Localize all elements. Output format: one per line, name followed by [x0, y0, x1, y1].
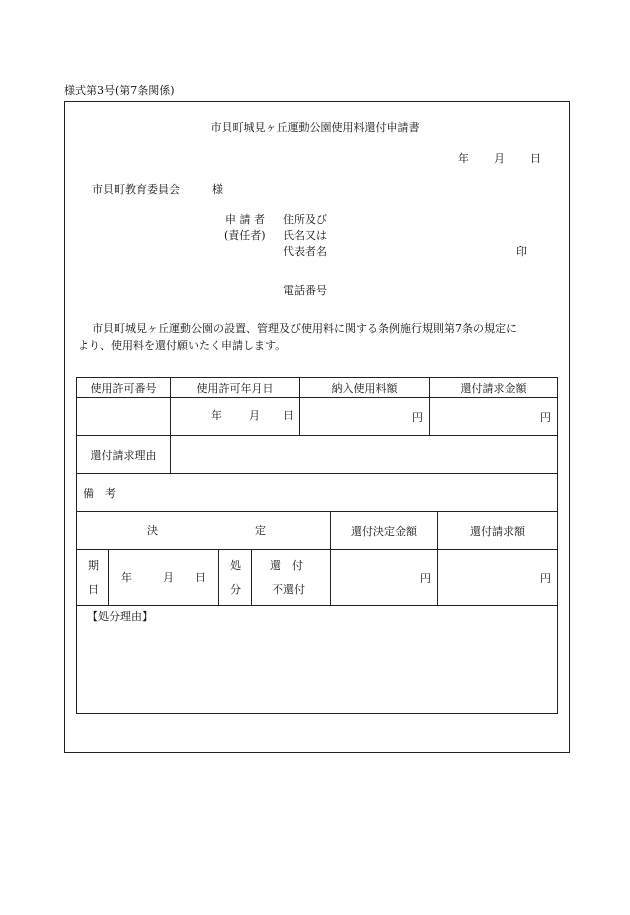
date-day: 日	[530, 152, 541, 165]
decision-date-cell[interactable]	[109, 550, 219, 606]
permit-month: 月	[249, 409, 260, 422]
decision-header	[77, 512, 331, 550]
decision-label-left: 決	[147, 524, 158, 537]
form-number-label: 様式第3号(第7条関係)	[64, 84, 175, 97]
paid-fee-cell[interactable]: 円	[300, 398, 430, 436]
header-decision-amount: 還付決定金額	[331, 512, 438, 550]
seal-mark: 印	[516, 245, 527, 258]
permit-day: 日	[283, 409, 294, 422]
disposition-label-cell	[219, 550, 252, 606]
period-top: 期	[88, 559, 99, 572]
permit-number-cell[interactable]	[77, 398, 171, 436]
address-label: 住所及び	[283, 213, 327, 226]
period-bottom: 日	[88, 583, 99, 596]
no-refund-option: 不還付	[272, 583, 305, 596]
applicant-label: 申 請 者	[225, 213, 265, 226]
permit-year: 年	[211, 409, 222, 422]
permit-table	[76, 377, 558, 512]
disposal-reason-label: 【処分理由】	[87, 610, 153, 623]
name-label: 氏名又は	[283, 229, 327, 242]
request-amount-cell[interactable]: 円	[438, 550, 558, 606]
responsible-label: (責任者)	[224, 229, 266, 242]
decision-table	[76, 511, 558, 714]
representative-label: 代表者名	[283, 245, 327, 258]
permit-date-cell[interactable]	[171, 398, 300, 436]
disposition-top: 処	[230, 559, 241, 572]
decision-amount-cell[interactable]: 円	[331, 550, 438, 606]
refund-request-cell[interactable]: 円	[430, 398, 558, 436]
period-label-cell	[77, 550, 109, 606]
header-request-amount: 還付請求額	[438, 512, 558, 550]
disposal-reason-cell[interactable]	[77, 606, 558, 714]
decision-day: 日	[195, 571, 206, 584]
remarks-cell[interactable]	[77, 474, 558, 512]
body-text-line1: 市貝町城見ヶ丘運動公園の設置、管理及び使用料に関する条例施行規則第7条の規定に	[92, 322, 517, 335]
date-month: 月	[494, 152, 505, 165]
header-permit-number: 使用許可番号	[77, 378, 171, 398]
remarks-label: 備 考	[83, 486, 116, 500]
refund-option: 還 付	[270, 559, 303, 572]
form-title: 市貝町城見ヶ丘運動公園使用料還付申請書	[210, 121, 420, 134]
header-refund-request: 還付請求金額	[430, 378, 558, 398]
disposition-bottom: 分	[230, 583, 241, 596]
decision-label-right: 定	[255, 524, 266, 537]
phone-label: 電話番号	[283, 284, 327, 297]
decision-year: 年	[121, 571, 132, 584]
refund-reason-cell[interactable]	[171, 436, 558, 474]
addressee-honorific: 様	[212, 183, 223, 196]
refund-reason-label: 還付請求理由	[77, 436, 171, 474]
addressee-name: 市貝町教育委員会	[92, 183, 180, 196]
date-year: 年	[458, 152, 469, 165]
decision-month: 月	[163, 571, 174, 584]
header-paid-fee: 納入使用料額	[300, 378, 430, 398]
body-text-line2: より、使用料を還付願いたく申請します。	[78, 339, 287, 352]
refund-choice-cell[interactable]	[252, 550, 331, 606]
header-permit-date: 使用許可年月日	[171, 378, 300, 398]
